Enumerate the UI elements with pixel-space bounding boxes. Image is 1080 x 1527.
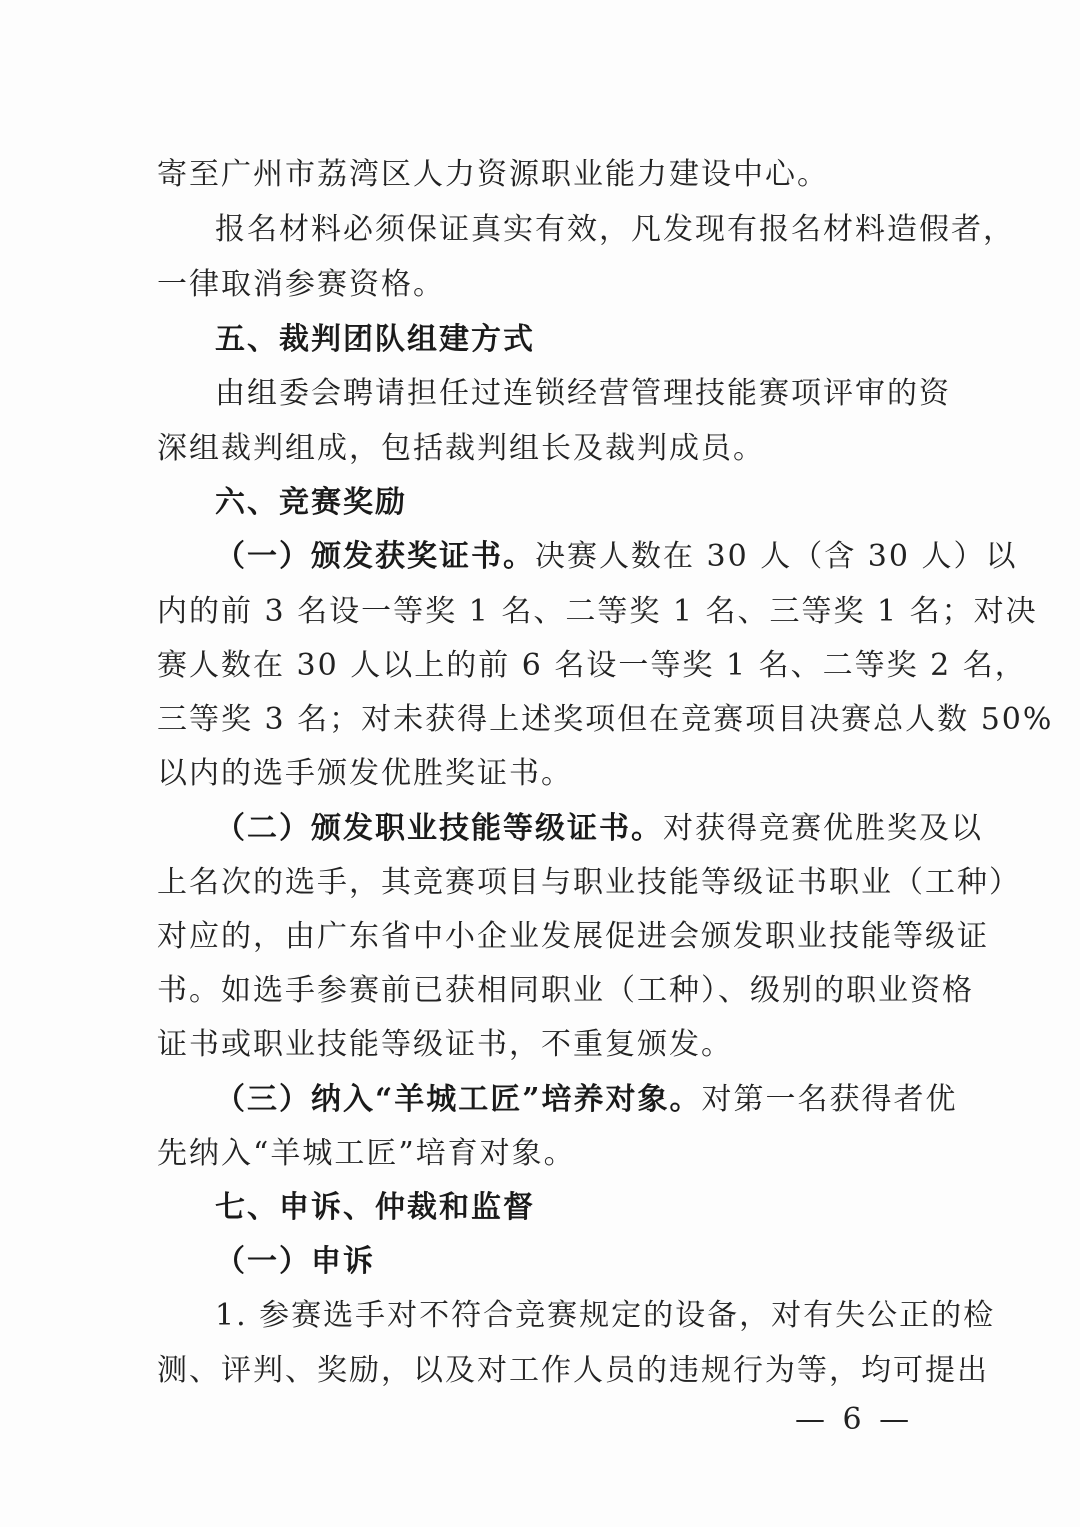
paragraph-text: 决赛人数在 30 人（含 30 人）以 bbox=[535, 539, 1018, 574]
section-heading-6: 六、竞赛奖励 bbox=[215, 485, 407, 520]
paragraph-line: 上名次的选手，其竞赛项目与职业技能等级证书职业（工种） bbox=[157, 865, 1021, 900]
paragraph-line: 书。如选手参赛前已获相同职业（工种）、级别的职业资格 bbox=[157, 973, 974, 1008]
paragraph-line: 由组委会聘请担任过连锁经营管理技能赛项评审的资 bbox=[215, 376, 951, 411]
page-number: — 6 — bbox=[795, 1402, 914, 1437]
paragraph-line: 对应的，由广东省中小企业发展促进会颁发职业技能等级证 bbox=[157, 919, 989, 954]
paragraph-text: 对第一名获得者优 bbox=[701, 1082, 958, 1117]
paragraph-line: 三等奖 3 名；对未获得上述奖项但在竞赛项目决赛总人数 50% bbox=[157, 702, 1054, 737]
paragraph-line: 测、评判、奖励，以及对工作人员的违规行为等，均可提出 bbox=[157, 1353, 989, 1388]
paragraph-line bbox=[215, 809, 983, 849]
paragraph-line: 赛人数在 30 人以上的前 6 名设一等奖 1 名、二等奖 2 名， bbox=[157, 648, 1027, 683]
paragraph-line: 报名材料必须保证真实有效，凡发现有报名材料造假者， bbox=[215, 212, 1015, 247]
subsection-title-3: （三）纳入“羊城工匠”培养对象。 bbox=[215, 1082, 702, 1117]
subsection-title-appeal: （一）申诉 bbox=[215, 1244, 375, 1279]
paragraph-line: 1. 参赛选手对不符合竞赛规定的设备，对有失公正的检 bbox=[215, 1298, 996, 1333]
subsection-title-2: （二）颁发职业技能等级证书。 bbox=[215, 811, 663, 846]
paragraph-line bbox=[215, 537, 1018, 577]
paragraph-line: 一律取消参赛资格。 bbox=[157, 267, 445, 302]
paragraph-line: 先纳入“羊城工匠”培育对象。 bbox=[157, 1136, 576, 1171]
paragraph-line: 深组裁判组成，包括裁判组长及裁判成员。 bbox=[157, 431, 765, 466]
subsection-title-1: （一）颁发获奖证书。 bbox=[215, 539, 535, 574]
paragraph-line: 寄至广州市荔湾区人力资源职业能力建设中心。 bbox=[157, 157, 829, 192]
paragraph-line: 内的前 3 名设一等奖 1 名、二等奖 1 名、三等奖 1 名；对决 bbox=[157, 594, 1038, 629]
section-heading-7: 七、申诉、仲裁和监督 bbox=[215, 1190, 535, 1225]
paragraph-line: 以内的选手颁发优胜奖证书。 bbox=[157, 756, 573, 791]
paragraph-text: 对获得竞赛优胜奖及以 bbox=[663, 811, 983, 846]
paragraph-line bbox=[215, 1080, 958, 1120]
section-heading-5: 五、裁判团队组建方式 bbox=[215, 322, 535, 357]
paragraph-line: 证书或职业技能等级证书，不重复颁发。 bbox=[157, 1027, 733, 1062]
